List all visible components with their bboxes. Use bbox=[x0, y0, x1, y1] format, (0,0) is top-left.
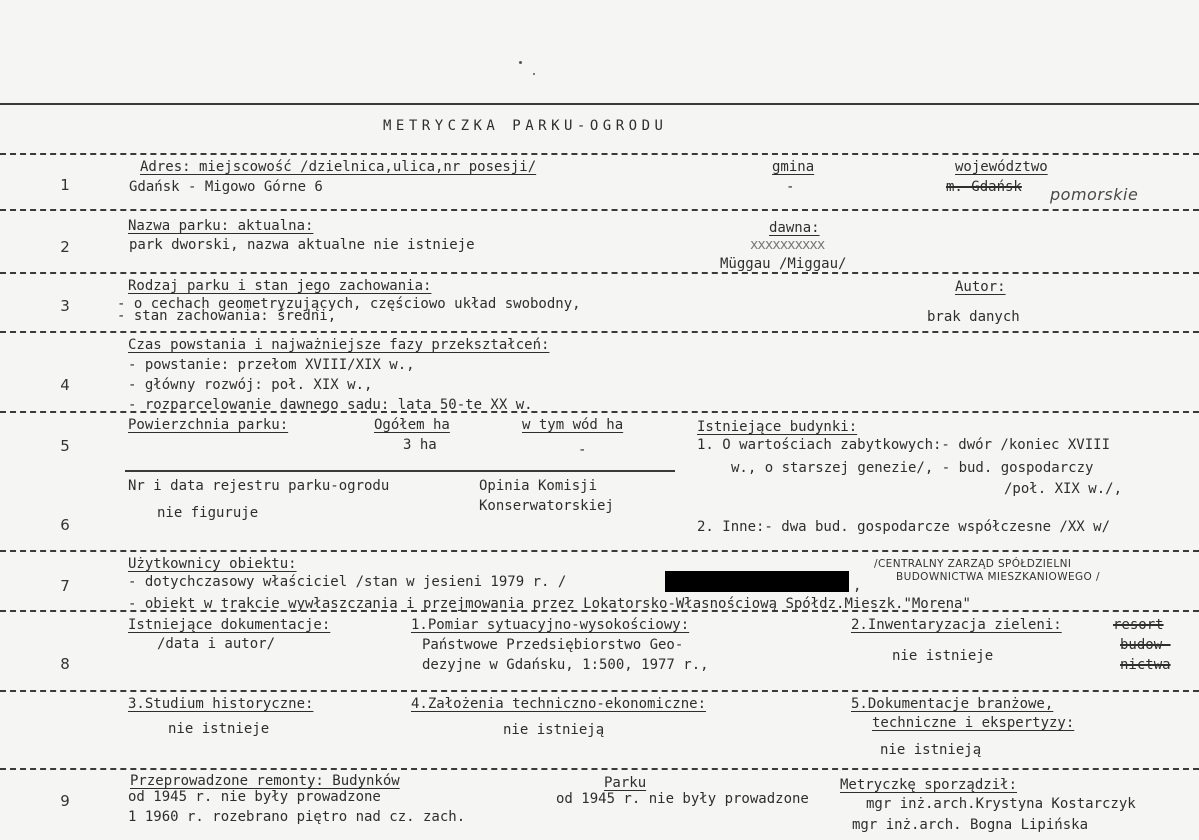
users-line1: - dotychczasowy właściciel /stan w jesieni 1979 r. / bbox=[128, 574, 567, 590]
phase-line3: - rozparcelowanie dawnego sadu: lata 50-te XX w. bbox=[128, 397, 533, 413]
green-inventory-value: nie istnieje bbox=[892, 648, 994, 664]
row-number: 5 bbox=[60, 437, 70, 455]
address-label: Adres: miejscowość /dzielnica,ulica,nr posesji/ bbox=[140, 159, 537, 175]
paper-speck bbox=[519, 61, 522, 64]
author-label: Autor: bbox=[955, 279, 1006, 295]
users-handwritten-note1: /CENTRALNY ZARZĄD SPÓŁDZIELNI bbox=[874, 558, 1072, 570]
rule-row3 bbox=[0, 272, 1199, 274]
buildings-label: Istniejące budynki: bbox=[697, 419, 858, 435]
prepared-by-1: mgr inż.arch.Krystyna Kostarczyk bbox=[866, 796, 1136, 812]
docs-label: Istniejące dokumentacje: bbox=[128, 617, 331, 633]
paper-speck bbox=[533, 73, 535, 75]
former-name-value: Müggau /Miggau/ bbox=[720, 256, 847, 272]
branch-docs-value: nie istnieją bbox=[880, 742, 982, 758]
buildings-historic-line1: 1. O wartościach zabytkowych:- dwór /koniec XVIII bbox=[697, 437, 1111, 453]
buildings-historic-line2: w., o starszej genezie/, - bud. gospodarczy bbox=[731, 460, 1094, 476]
wojewodztwo-label: województwo bbox=[955, 159, 1048, 175]
rule-row8a bbox=[0, 690, 1199, 692]
green-struck3: nictwa bbox=[1120, 657, 1171, 673]
green-inventory-label: 2.Inwentaryzacja zieleni: bbox=[851, 617, 1062, 633]
phase-line2: - główny rozwój: poł. XIX w., bbox=[128, 377, 373, 393]
park-name-value: park dworski, nazwa aktualne nie istnieje bbox=[129, 237, 475, 253]
branch-docs-label2: techniczne i ekspertyzy: bbox=[872, 715, 1075, 731]
commission-line2: Konserwatorskiej bbox=[479, 498, 614, 514]
row-number: 6 bbox=[60, 516, 70, 534]
wojewodztwo-correction: pomorskie bbox=[1050, 185, 1139, 204]
rule-row4 bbox=[0, 331, 1199, 333]
tech-econ-label: 4.Założenia techniczno-ekonomiczne: bbox=[411, 696, 707, 712]
users-handwritten-note2: BUDOWNICTWA MIESZKANIOWEGO / bbox=[896, 571, 1100, 583]
rule-row6 bbox=[0, 550, 1199, 552]
row-number: 9 bbox=[60, 792, 70, 810]
address-value: Gdańsk - Migowo Górne 6 bbox=[129, 179, 323, 195]
gmina-value: - bbox=[786, 179, 795, 195]
park-repairs-value: od 1945 r. nie były prowadzone bbox=[556, 791, 809, 807]
phases-label: Czas powstania i najważniejsze fazy przekształceń: bbox=[128, 337, 550, 353]
total-area-label: Ogółem ha bbox=[374, 417, 450, 433]
history-study-label: 3.Studium historyczne: bbox=[128, 696, 314, 712]
buildings-historic-line3: /poł. XIX w./, bbox=[1004, 481, 1123, 497]
prepared-by-label: Metryczkę sporządził: bbox=[840, 777, 1018, 793]
green-struck2: budow- bbox=[1120, 637, 1171, 653]
former-name-label: dawna: bbox=[769, 220, 820, 236]
gmina-label: gmina bbox=[772, 159, 815, 175]
rule-area-sub bbox=[125, 470, 675, 472]
users-line2: - obiekt w trakcie wywłaszczania i przejmowania przez Lokatorsko-Własnościową Spółdz.Mieszk."Morena" bbox=[128, 596, 971, 612]
users-comma: , bbox=[853, 578, 862, 594]
register-label: Nr i data rejestru parku-ogrodu bbox=[128, 478, 390, 494]
author-value: brak danych bbox=[927, 309, 1020, 325]
tech-econ-value: nie istnieją bbox=[503, 722, 605, 738]
prepared-by-2: mgr inż.arch. Bogna Lipińska bbox=[852, 817, 1089, 833]
history-study-value: nie istnieje bbox=[168, 721, 270, 737]
register-value: nie figuruje bbox=[157, 505, 259, 521]
rule-row8b bbox=[0, 768, 1199, 770]
document-title: METRYCZKA PARKU-OGRODU bbox=[383, 118, 668, 134]
branch-docs-label1: 5.Dokumentacje branżowe, bbox=[851, 696, 1054, 712]
rule-row1 bbox=[0, 153, 1199, 155]
green-struck1: resort bbox=[1113, 617, 1164, 633]
park-type-label: Rodzaj parku i stan jego zachowania: bbox=[128, 278, 432, 294]
row-number: 4 bbox=[60, 376, 70, 394]
commission-line1: Opinia Komisji bbox=[479, 478, 598, 494]
row-number: 1 bbox=[60, 176, 70, 194]
wojewodztwo-value: m. Gdańsk bbox=[946, 179, 1022, 195]
park-repairs-label: Parku bbox=[604, 775, 647, 791]
survey-label: 1.Pomiar sytuacyjno-wysokościowy: bbox=[411, 617, 690, 633]
phase-line1: - powstanie: przełom XVIII/XIX w., bbox=[128, 357, 415, 373]
survey-line2: dezyjne w Gdańsku, 1:500, 1977 r., bbox=[422, 657, 709, 673]
area-label: Powierzchnia parku: bbox=[128, 417, 289, 433]
users-label: Użytkownicy obiektu: bbox=[128, 556, 297, 572]
water-area-label: w tym wód ha bbox=[522, 417, 624, 433]
former-name-struck: xxxxxxxxxx bbox=[750, 237, 825, 253]
buildings-other: 2. Inne:- dwa bud. gospodarcze współczesne /XX w/ bbox=[697, 519, 1111, 535]
repairs-line2: 1 1960 r. rozebrano piętro nad cz. zach. bbox=[128, 809, 466, 825]
docs-sub: /data i autor/ bbox=[157, 636, 276, 652]
row-number: 7 bbox=[60, 577, 70, 595]
park-type-line2: - stan zachowania: średni, bbox=[117, 308, 337, 324]
repairs-label: Przeprowadzone remonty: Budynków bbox=[130, 773, 400, 789]
redaction-block bbox=[665, 571, 849, 592]
rule-top bbox=[0, 103, 1199, 105]
row-number: 2 bbox=[60, 238, 70, 256]
repairs-line1: od 1945 r. nie były prowadzone bbox=[128, 789, 381, 805]
total-area-value: 3 ha bbox=[403, 437, 437, 453]
row-number: 8 bbox=[60, 655, 70, 673]
row-number: 3 bbox=[60, 297, 70, 315]
rule-row2 bbox=[0, 209, 1199, 211]
park-type-line1: - o cechach geometryzujących, częściowo układ swobodny, bbox=[117, 296, 581, 312]
survey-line1: Państwowe Przedsiębiorstwo Geo- bbox=[422, 637, 684, 653]
park-name-label: Nazwa parku: aktualna: bbox=[128, 218, 314, 234]
water-area-value: - bbox=[578, 442, 587, 458]
